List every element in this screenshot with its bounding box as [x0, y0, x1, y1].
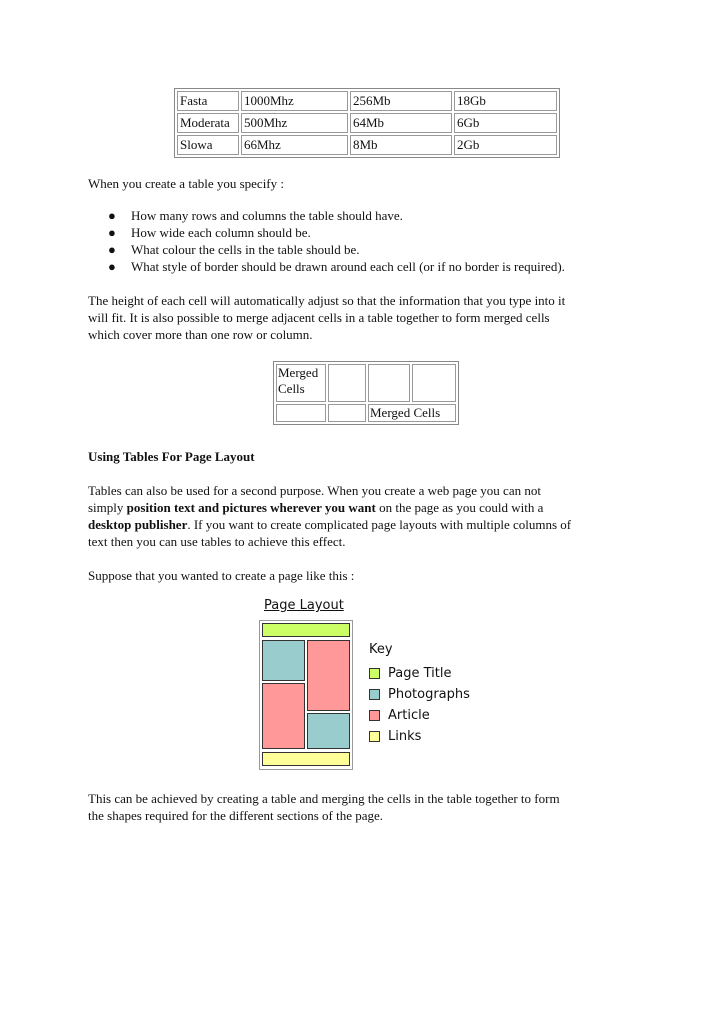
- key-label: Page Title: [388, 666, 452, 681]
- list-item: [106, 207, 565, 224]
- list-item-text: What style of border should be drawn around each cell (or if no border is required).: [131, 259, 565, 274]
- bold-text: position text and pictures wherever you want: [126, 500, 376, 515]
- table-cell: Moderata: [177, 113, 239, 133]
- table-cell: Fasta: [177, 91, 239, 111]
- key-title: Key: [369, 642, 393, 657]
- key-label: Article: [388, 708, 430, 723]
- text-fragment: on the page as you could with a: [375, 500, 544, 515]
- text-fragment: simply: [88, 500, 127, 515]
- merged-cell-label: Merged: [278, 365, 319, 380]
- table-row: [276, 364, 456, 402]
- photograph-block: [307, 713, 350, 749]
- bullet-list: [106, 207, 565, 275]
- table-cell: 2Gb: [454, 135, 557, 155]
- page-layout-diagram: [259, 598, 479, 770]
- text-line: Tables can also be used for a second purpose. When you create a web page you can not: [88, 483, 541, 498]
- final-paragraph: [88, 790, 560, 824]
- table-row: [177, 135, 557, 155]
- merged-cell-label: Merged Cells: [370, 405, 441, 420]
- table-row: [177, 91, 557, 111]
- empty-cell: [328, 404, 366, 422]
- swatch-icon: [369, 668, 380, 679]
- bullet-icon: ●: [108, 259, 116, 274]
- list-item: [106, 241, 565, 258]
- text-line: This can be achieved by creating a table and merging the cells in the table together to form: [88, 791, 560, 806]
- diagram-title: Page Layout: [264, 598, 344, 613]
- empty-cell: [368, 364, 410, 402]
- bullet-icon: ●: [108, 225, 116, 240]
- text-line: the shapes required for the different sections of the page.: [88, 808, 384, 823]
- text-line: text then you can use tables to achieve this effect.: [88, 534, 346, 549]
- spec-table: [174, 88, 560, 158]
- empty-cell: [276, 404, 326, 422]
- table-cell: 500Mhz: [241, 113, 348, 133]
- bold-text: desktop publisher: [88, 517, 188, 532]
- table-cell: 256Mb: [350, 91, 452, 111]
- text-line: will fit. It is also possible to merge adjacent cells in a table together to form merged cells: [88, 310, 550, 325]
- text-line: which cover more than one row or column.: [88, 327, 313, 342]
- list-item: [106, 258, 565, 275]
- table-cell: 1000Mhz: [241, 91, 348, 111]
- list-item-text: How wide each column should be.: [131, 225, 311, 240]
- key-label: Links: [388, 729, 422, 744]
- merged-cell: [276, 364, 326, 402]
- swatch-icon: [369, 731, 380, 742]
- merged-cell-label: Cells: [278, 381, 305, 396]
- intro-text: When you create a table you specify :: [88, 176, 284, 191]
- merge-paragraph: [88, 292, 565, 343]
- table-cell: 66Mhz: [241, 135, 348, 155]
- page-title-block: [262, 623, 350, 637]
- merged-cell: [368, 404, 456, 422]
- empty-cell: [328, 364, 366, 402]
- list-item-text: What colour the cells in the table should be.: [131, 242, 360, 257]
- swatch-icon: [369, 710, 380, 721]
- swatch-icon: [369, 689, 380, 700]
- bullet-icon: ●: [108, 242, 116, 257]
- key-label: Photographs: [388, 687, 470, 702]
- merged-cells-table: [273, 361, 459, 425]
- list-item-text: How many rows and columns the table should have.: [131, 208, 403, 223]
- article-block: [307, 640, 350, 711]
- table-cell: Slowa: [177, 135, 239, 155]
- list-item: [106, 224, 565, 241]
- table-cell: 64Mb: [350, 113, 452, 133]
- section-heading: Using Tables For Page Layout: [88, 449, 255, 464]
- article-block: [262, 683, 305, 749]
- table-row: [276, 404, 456, 422]
- table-cell: 18Gb: [454, 91, 557, 111]
- photograph-block: [262, 640, 305, 681]
- table-row: [177, 113, 557, 133]
- text-fragment: . If you want to create complicated page layouts with multiple columns of: [187, 517, 572, 532]
- empty-cell: [412, 364, 456, 402]
- suppose-text: Suppose that you wanted to create a page like this :: [88, 568, 355, 583]
- layout-paragraph: [88, 482, 571, 550]
- links-block: [262, 752, 350, 766]
- bullet-icon: ●: [108, 208, 116, 223]
- table-cell: 8Mb: [350, 135, 452, 155]
- table-cell: 6Gb: [454, 113, 557, 133]
- text-line: The height of each cell will automatically adjust so that the information that you type into it: [88, 293, 566, 308]
